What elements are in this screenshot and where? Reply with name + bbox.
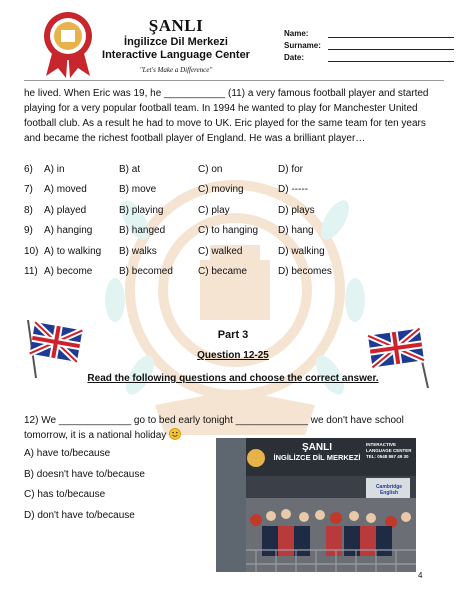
photo-sign-name: ŞANLI	[302, 442, 332, 453]
option-b: B) playing	[119, 205, 164, 216]
brand-block	[96, 16, 256, 74]
school-badge-icon	[40, 10, 96, 80]
option-b: B) move	[119, 184, 157, 195]
student-info-fields	[284, 26, 454, 62]
name-line[interactable]	[328, 28, 454, 38]
brand-line2: Interactive Language Center	[102, 49, 250, 61]
question-number: 7)	[24, 184, 33, 195]
page-number: 4	[418, 571, 423, 580]
uk-flag-left-icon	[22, 318, 84, 380]
watermark-logo	[95, 150, 375, 450]
question-range: Question 12-25	[197, 350, 269, 361]
option-b: B) walks	[119, 246, 157, 257]
option-d: D) walking	[278, 246, 325, 257]
option-b: B) hanged	[119, 225, 166, 236]
option-c: C) became	[198, 266, 247, 277]
option-a: A) hanging	[44, 225, 93, 236]
choice-a: A) have to/because	[24, 448, 111, 459]
option-c: C) play	[198, 205, 230, 216]
part-title: Part 3	[217, 329, 249, 341]
option-d: D) becomes	[278, 266, 332, 277]
option-c: C) moving	[198, 184, 244, 195]
header-divider	[24, 80, 444, 81]
surname-label: Surname:	[284, 41, 321, 50]
question-number: 8)	[24, 205, 33, 216]
photo-banner: Cambridge English	[375, 484, 403, 496]
question-number: 9)	[24, 225, 33, 236]
option-c: C) walked	[198, 246, 243, 257]
option-d: D) plays	[278, 205, 315, 216]
choice-b: B) doesn't have to/because	[24, 469, 145, 480]
instruction: Read the following questions and choose the correct answer.	[87, 373, 379, 384]
photo-sign-language: LANGUAGE CENTER	[366, 448, 412, 453]
photo-sign-interactive: INTERACTIVE	[366, 442, 397, 447]
question-number: 11)	[24, 266, 38, 277]
brand-motto: "Let's Make a Difference"	[139, 66, 213, 74]
option-b: B) at	[119, 164, 141, 175]
option-a: A) to walking	[44, 246, 102, 257]
option-c: C) to hanging	[198, 225, 259, 236]
photo-sign-subtitle: İNGİLİZCE DİL MERKEZİ	[273, 453, 361, 462]
brand-line1: İngilizce Dil Merkezi	[124, 36, 228, 48]
option-d: D) -----	[278, 184, 308, 195]
option-a: A) played	[44, 205, 87, 216]
photo-sign-phone: TEL: 0548 867 49 30	[366, 454, 409, 459]
option-c: C) on	[198, 164, 223, 175]
name-label: Name:	[284, 29, 309, 38]
smiley-icon	[169, 428, 181, 440]
option-d: D) hang	[278, 225, 314, 236]
school-photo	[216, 438, 416, 572]
surname-line[interactable]	[328, 40, 454, 50]
option-a: A) become	[44, 266, 93, 277]
option-d: D) for	[278, 164, 303, 175]
date-line[interactable]	[328, 52, 454, 62]
question-number: 6)	[24, 164, 33, 175]
option-a: A) moved	[44, 184, 87, 195]
question-12-text: 12) We _____________ go to bed early tonight _____________ we don't have school tomorrow, it is a national holiday	[24, 415, 404, 441]
question-number: 10)	[24, 246, 39, 257]
date-label: Date:	[284, 53, 305, 62]
option-b: B) becomed	[119, 266, 173, 277]
brand-name: ŞANLI	[148, 16, 204, 35]
option-a: A) in	[44, 164, 65, 175]
choice-d: D) don't have to/because	[24, 510, 135, 521]
reading-passage: he lived. When Eric was 19, he ___________ (11) a very famous football player and started playing for a very popular football team. In 1994 he wanted to play for Manchester United football club. As a result he had to move to UK. Eric played for the same team for ten years and became the richest football player of England. He was a brilliant player…	[24, 88, 429, 144]
choice-c: C) has to/because	[24, 489, 106, 500]
